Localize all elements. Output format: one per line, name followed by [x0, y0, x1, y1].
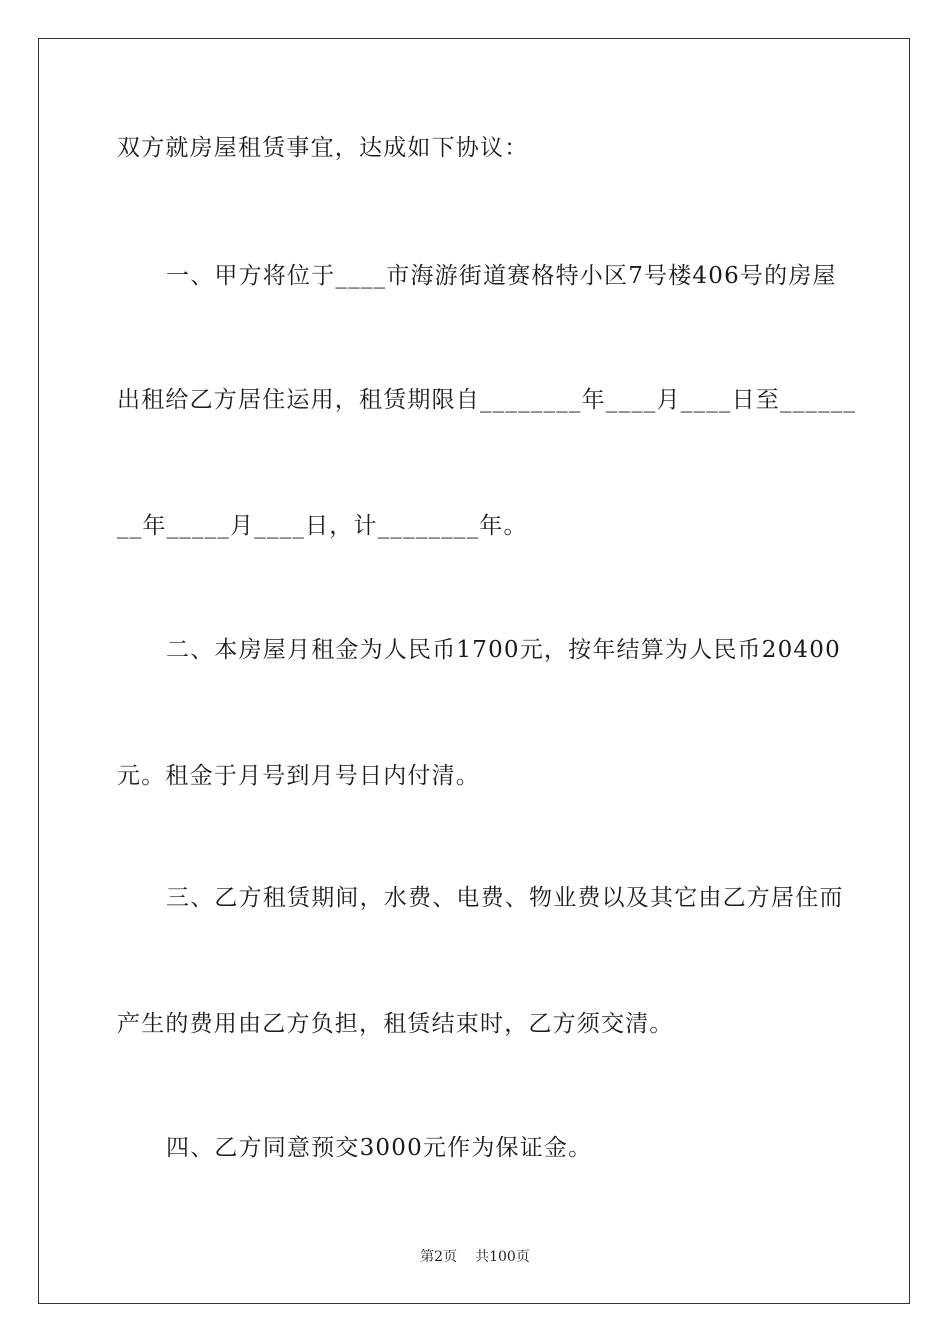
clause-2-line-2: 元。租金于月号到月号日内付清。 — [117, 763, 480, 789]
clause-2-line-1: 二、本房屋月租金为人民币1700元，按年结算为人民币20400 — [166, 637, 841, 663]
clause-1-line-1: 一、甲方将位于____市海游街道赛格特小区7号楼406号的房屋 — [166, 263, 837, 289]
clause-3-line-1: 三、乙方租赁期间，水费、电费、物业费以及其它由乙方居住而 — [166, 885, 844, 911]
contract-intro-line: 双方就房屋租赁事宜，达成如下协议： — [117, 135, 529, 161]
page-number: 第2页 — [420, 1249, 458, 1265]
clause-3-line-2: 产生的费用由乙方负担，租赁结束时，乙方须交清。 — [117, 1011, 674, 1037]
page-border — [38, 38, 910, 1304]
page-footer — [0, 1248, 950, 1266]
clause-1-line-3: __年_____月____日，计________年。 — [117, 513, 528, 539]
clause-4-line-1: 四、乙方同意预交3000元作为保证金。 — [166, 1135, 593, 1161]
total-pages: 共100页 — [475, 1249, 530, 1265]
clause-1-line-2: 出租给乙方居住运用，租赁期限自________年____月____日至______ — [117, 387, 857, 413]
